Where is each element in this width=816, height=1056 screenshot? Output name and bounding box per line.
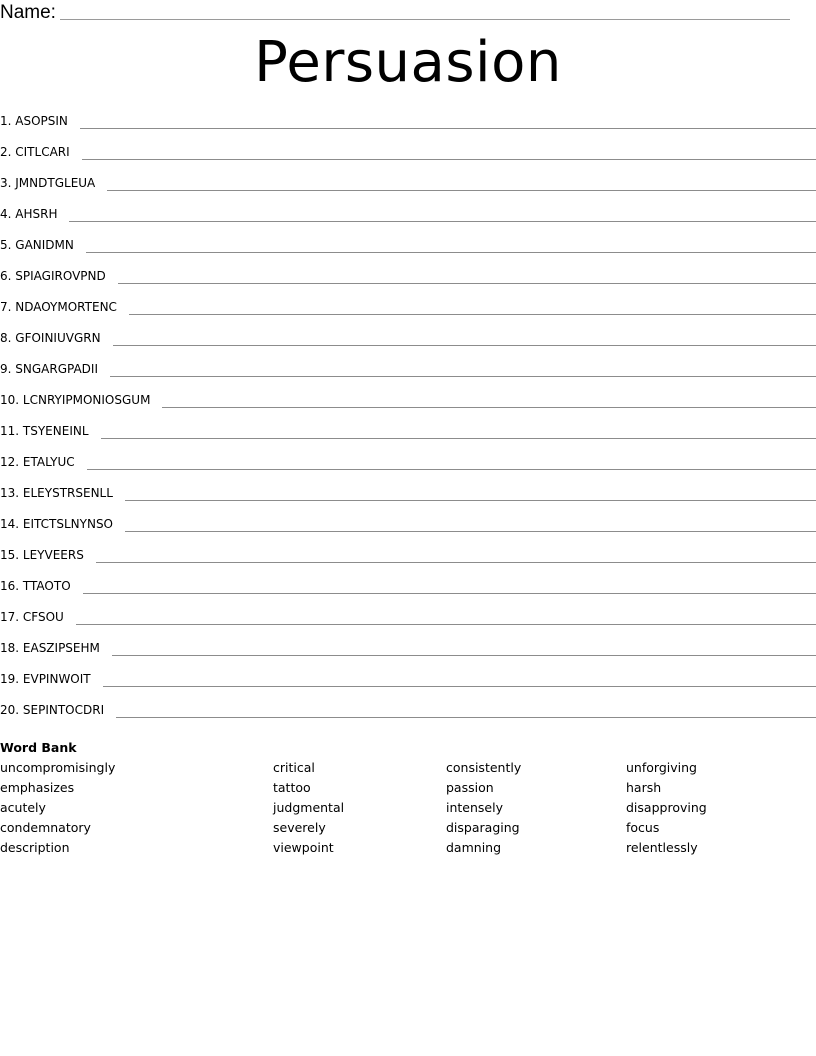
word-bank-column-4 bbox=[626, 758, 707, 858]
question-scramble: 19. EVPINWOIT bbox=[0, 672, 91, 686]
question-scramble: 8. GFOINIUVGRN bbox=[0, 331, 101, 345]
word-bank-column-2 bbox=[273, 758, 344, 858]
question-scramble: 18. EASZIPSEHM bbox=[0, 641, 100, 655]
answer-line[interactable] bbox=[69, 204, 816, 222]
answer-line[interactable] bbox=[129, 297, 816, 315]
question-scramble: 11. TSYENEINL bbox=[0, 424, 89, 438]
question-row bbox=[0, 359, 816, 390]
question-scramble: 10. LCNRYIPMONIOSGUM bbox=[0, 393, 151, 407]
word-bank-word: damning bbox=[446, 840, 502, 855]
answer-line[interactable] bbox=[80, 111, 816, 129]
answer-line[interactable] bbox=[87, 452, 816, 470]
question-scramble: 2. CITLCARI bbox=[0, 145, 70, 159]
question-scramble: 13. ELEYSTRSENLL bbox=[0, 486, 113, 500]
word-bank-word: disapproving bbox=[626, 800, 707, 815]
answer-line[interactable] bbox=[101, 421, 816, 439]
question-row bbox=[0, 142, 816, 173]
question-scramble: 14. EITCTSLNYNSO bbox=[0, 517, 114, 531]
question-row bbox=[0, 111, 816, 142]
word-bank-word: consistently bbox=[446, 760, 522, 775]
word-bank-word: uncompromisingly bbox=[0, 760, 116, 775]
question-row bbox=[0, 328, 816, 359]
question-row bbox=[0, 514, 816, 545]
question-scramble: 20. SEPINTOCDRI bbox=[0, 703, 105, 717]
word-bank-word: harsh bbox=[626, 780, 662, 795]
question-row bbox=[0, 452, 816, 483]
word-bank-word: severely bbox=[273, 820, 326, 835]
answer-line[interactable] bbox=[107, 173, 816, 191]
name-row bbox=[0, 0, 790, 22]
word-bank-word: critical bbox=[273, 760, 315, 775]
word-bank-word: unforgiving bbox=[626, 760, 697, 775]
word-bank-word: condemnatory bbox=[0, 820, 91, 835]
question-row bbox=[0, 390, 816, 421]
question-scramble: 15. LEYVEERS bbox=[0, 548, 84, 562]
word-bank-word: disparaging bbox=[446, 820, 520, 835]
answer-line[interactable] bbox=[110, 359, 816, 377]
word-bank-word: emphasizes bbox=[0, 780, 75, 795]
word-bank-word: acutely bbox=[0, 800, 46, 815]
word-bank-word: judgmental bbox=[273, 800, 345, 815]
question-scramble: 1. ASOPSIN bbox=[0, 114, 68, 128]
question-scramble: 17. CFSOU bbox=[0, 610, 64, 624]
word-bank-word: relentlessly bbox=[626, 840, 698, 855]
question-row bbox=[0, 173, 816, 204]
answer-line[interactable] bbox=[86, 235, 816, 253]
question-list bbox=[0, 111, 816, 731]
word-bank-word: passion bbox=[446, 780, 494, 795]
question-scramble: 12. ETALYUC bbox=[0, 455, 75, 469]
answer-line[interactable] bbox=[76, 607, 816, 625]
word-bank-column-1 bbox=[0, 758, 115, 858]
answer-line[interactable] bbox=[83, 576, 816, 594]
name-input-line[interactable] bbox=[60, 2, 790, 20]
question-row bbox=[0, 576, 816, 607]
question-scramble: 9. SNGARGPADII bbox=[0, 362, 98, 376]
word-bank-word: focus bbox=[626, 820, 660, 835]
question-row bbox=[0, 204, 816, 235]
answer-line[interactable] bbox=[162, 390, 816, 408]
page-title: Persuasion bbox=[254, 30, 562, 95]
answer-line[interactable] bbox=[82, 142, 816, 160]
question-row bbox=[0, 235, 816, 266]
question-scramble: 4. AHSRH bbox=[0, 207, 58, 221]
answer-line[interactable] bbox=[125, 514, 816, 532]
word-bank-word: viewpoint bbox=[273, 840, 334, 855]
question-scramble: 3. JMNDTGLEUA bbox=[0, 176, 96, 190]
answer-line[interactable] bbox=[96, 545, 816, 563]
question-row bbox=[0, 297, 816, 328]
question-row bbox=[0, 483, 816, 514]
answer-line[interactable] bbox=[113, 328, 816, 346]
question-scramble: 16. TTAOTO bbox=[0, 579, 71, 593]
answer-line[interactable] bbox=[112, 638, 816, 656]
word-bank-column-3 bbox=[446, 758, 521, 858]
answer-line[interactable] bbox=[125, 483, 816, 501]
question-row bbox=[0, 700, 816, 731]
answer-line[interactable] bbox=[103, 669, 816, 687]
question-row bbox=[0, 638, 816, 669]
name-label: Name: bbox=[0, 2, 56, 23]
word-bank-title: Word Bank bbox=[0, 740, 77, 755]
question-row bbox=[0, 266, 816, 297]
question-row bbox=[0, 421, 816, 452]
question-row bbox=[0, 545, 816, 576]
answer-line[interactable] bbox=[118, 266, 816, 284]
question-scramble: 7. NDAOYMORTENC bbox=[0, 300, 117, 314]
question-row bbox=[0, 669, 816, 700]
answer-line[interactable] bbox=[116, 700, 816, 718]
word-bank-word: intensely bbox=[446, 800, 503, 815]
word-bank-word: description bbox=[0, 840, 70, 855]
question-row bbox=[0, 607, 816, 638]
word-bank-word: tattoo bbox=[273, 780, 311, 795]
question-scramble: 5. GANIDMN bbox=[0, 238, 74, 252]
question-scramble: 6. SPIAGIROVPND bbox=[0, 269, 106, 283]
